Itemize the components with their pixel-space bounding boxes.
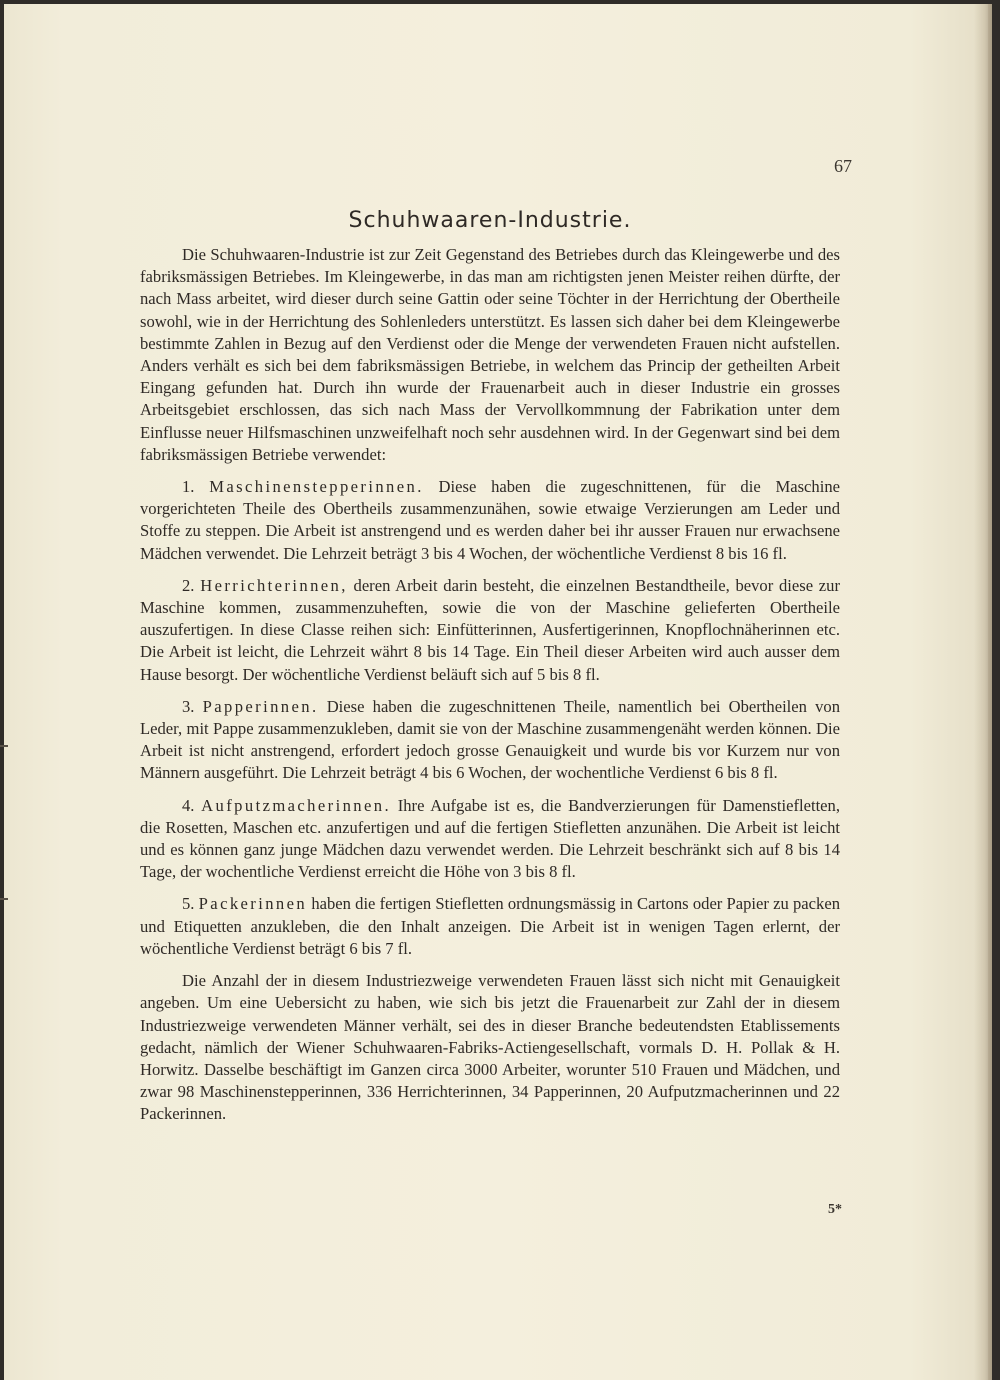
list-item-1 — [140, 476, 840, 565]
section-title: Schuhwaaren-Industrie. — [348, 208, 632, 233]
list-item-2 — [140, 575, 840, 686]
page-number: 67 — [834, 156, 852, 176]
list-item-3-text: Diese haben die zugeschnittenen Theile, namentlich bei Obertheilen von Leder, mit Pappe zusammenzukleben, damit sie von der Maschine zusammengenäht werden können. Die Arbeit ist nicht anstrengend, erfordert jedoch grosse Genauigkeit und wurde bis vor Kurzem nur von Männern ausgeführt. Die Lehrzeit beträgt 4 bis 6 Wochen, der wochentliche Verdienst 6 bis 8 fl. — [140, 696, 841, 783]
list-item-5-term: Packerinnen — [198, 894, 308, 914]
edge-mark — [0, 745, 8, 747]
list-item-3-term: Papperinnen. — [202, 696, 319, 716]
intro-paragraph: Die Schuhwaaren-Industrie ist zur Zeit Gegenstand des Betriebes durch das Kleingewerbe und des fabriksmässigen Betriebes. Im Kleingewerbe, in das man am richtigsten jenen Meister reihen dürfte, der nach Mass arbeitet, wird dieser durch seine Gattin oder seine Töchter in der Herrichtung der Obertheile sowohl, wie in der Herrichtung des Sohlenleders unterstützt. Es lassen sich daher bei dem Kleingewerbe bestimmte Zahlen in Bezug auf den Verdienst oder die Menge der verwendeten Frauen nicht aufstellen. Anders verhält es sich bei dem fabriksmässigen Betriebe, in welchem das Princip der getheilten Arbeit Eingang gefunden hat. Durch ihn wurde der Frauenarbeit auch in dieser Industrie ein grosses Arbeitsgebiet erschlossen, das sich nach Mass der Vervollkommnung der Fabrikation unter dem Einflusse neuer Hilfsmaschinen unzweifelhaft noch sehr ausdehnen wird. In der Gegenwart sind bei dem fabriksmässigen Betriebe verwendet: — [140, 245, 840, 464]
list-item-5 — [140, 893, 840, 960]
list-item-2-text: deren Arbeit darin besteht, die einzelnen Bestandtheile, bevor diese zur Maschine kommen, zusammenzuheften, sowie die von der Maschine gelieferten Obertheile auszufertigen. In diese Classe reihen sich: Einfütterinnen, Ausfertigerinnen, Knopflochnäherinnen etc. Die Arbeit ist leicht, die Lehrzeit währt 8 bis 14 Tage. Ein Theil dieser Arbeiten wird auch ausser dem Hause besorgt. Der wöchentliche Verdienst beläuft sich auf 5 bis 8 fl. — [140, 575, 840, 684]
list-item-5-number: 5. — [182, 894, 195, 914]
list-item-1-number: 1. — [182, 477, 195, 497]
list-item-4-number: 4. — [182, 795, 195, 815]
signature-mark: 5* — [828, 1202, 842, 1217]
body-text — [140, 244, 840, 1136]
list-item-4 — [140, 795, 840, 884]
list-item-1-term: Maschinenstepperinnen. — [209, 477, 424, 497]
list-item-1-text: Diese haben die zugeschnittenen, für die Maschine vorgerichteten Theile des Obertheils zusammenzunähen, sowie etwaige Verzierungen am Leder und Stoffe zu steppen. Die Arbeit ist anstrengend und es werden daher bei ihr ausser Frauen nur erwachsene Mädchen verwendet. Die Lehrzeit beträgt 3 bis 4 Wochen, der wöchentliche Verdienst 8 bis 16 fl. — [140, 477, 840, 563]
list-item-2-term: Herrichterinnen, — [200, 575, 348, 595]
closing-paragraph: Die Anzahl der in diesem Industriezweige verwendeten Frauen lässt sich nicht mit Genauigkeit angeben. Um eine Uebersicht zu haben, wie sich bis jetzt die Frauenarbeit zur Zahl der in diesem Industriezweige verwendeten Männer verhält, sei des in dieser Branche bedeutendsten Etablissements gedacht, nämlich der Wiener Schuhwaaren-Fabriks-Actiengesellschaft, vormals D. H. Pollak & H. Horwitz. Dasselbe beschäftigt im Ganzen circa 3000 Arbeiter, worunter 510 Frauen und Mädchen, und zwar 98 Maschinenstepperinnen, 336 Herrichterinnen, 34 Papperinnen, 20 Aufputzmacherinnen und 22 Packerinnen. — [140, 971, 840, 1124]
edge-mark — [0, 898, 8, 900]
list-item-5-text: haben die fertigen Stiefletten ordnungsmässig in Cartons oder Papier zu packen und Etiquetten anzukleben, die den Inhalt anzeigen. Die Arbeit ist in wenigen Tagen erlernt, der wöchentliche Verdienst beträgt 6 bis 7 fl. — [140, 894, 840, 958]
list-item-2-number: 2. — [182, 575, 195, 595]
list-item-3 — [140, 696, 840, 785]
page-fold-shadow — [974, 4, 992, 1380]
list-item-3-number: 3. — [182, 696, 195, 716]
list-item-4-term: Aufputzmacherinnen. — [201, 795, 391, 815]
list-item-4-text: Ihre Aufgabe ist es, die Bandverzierungen für Damenstiefletten, die Rosetten, Maschen etc. anzufertigen und auf die fertigen Stiefletten anzunähen. Die Arbeit ist leicht und es können ganz junge Mädchen dazu verwendet werden. Die Lehrzeit beschränkt sich auf 8 bis 14 Tage, der wochentliche Verdienst erreicht die Höhe von 3 bis 8 fl. — [140, 795, 840, 882]
book-page — [4, 4, 992, 1380]
